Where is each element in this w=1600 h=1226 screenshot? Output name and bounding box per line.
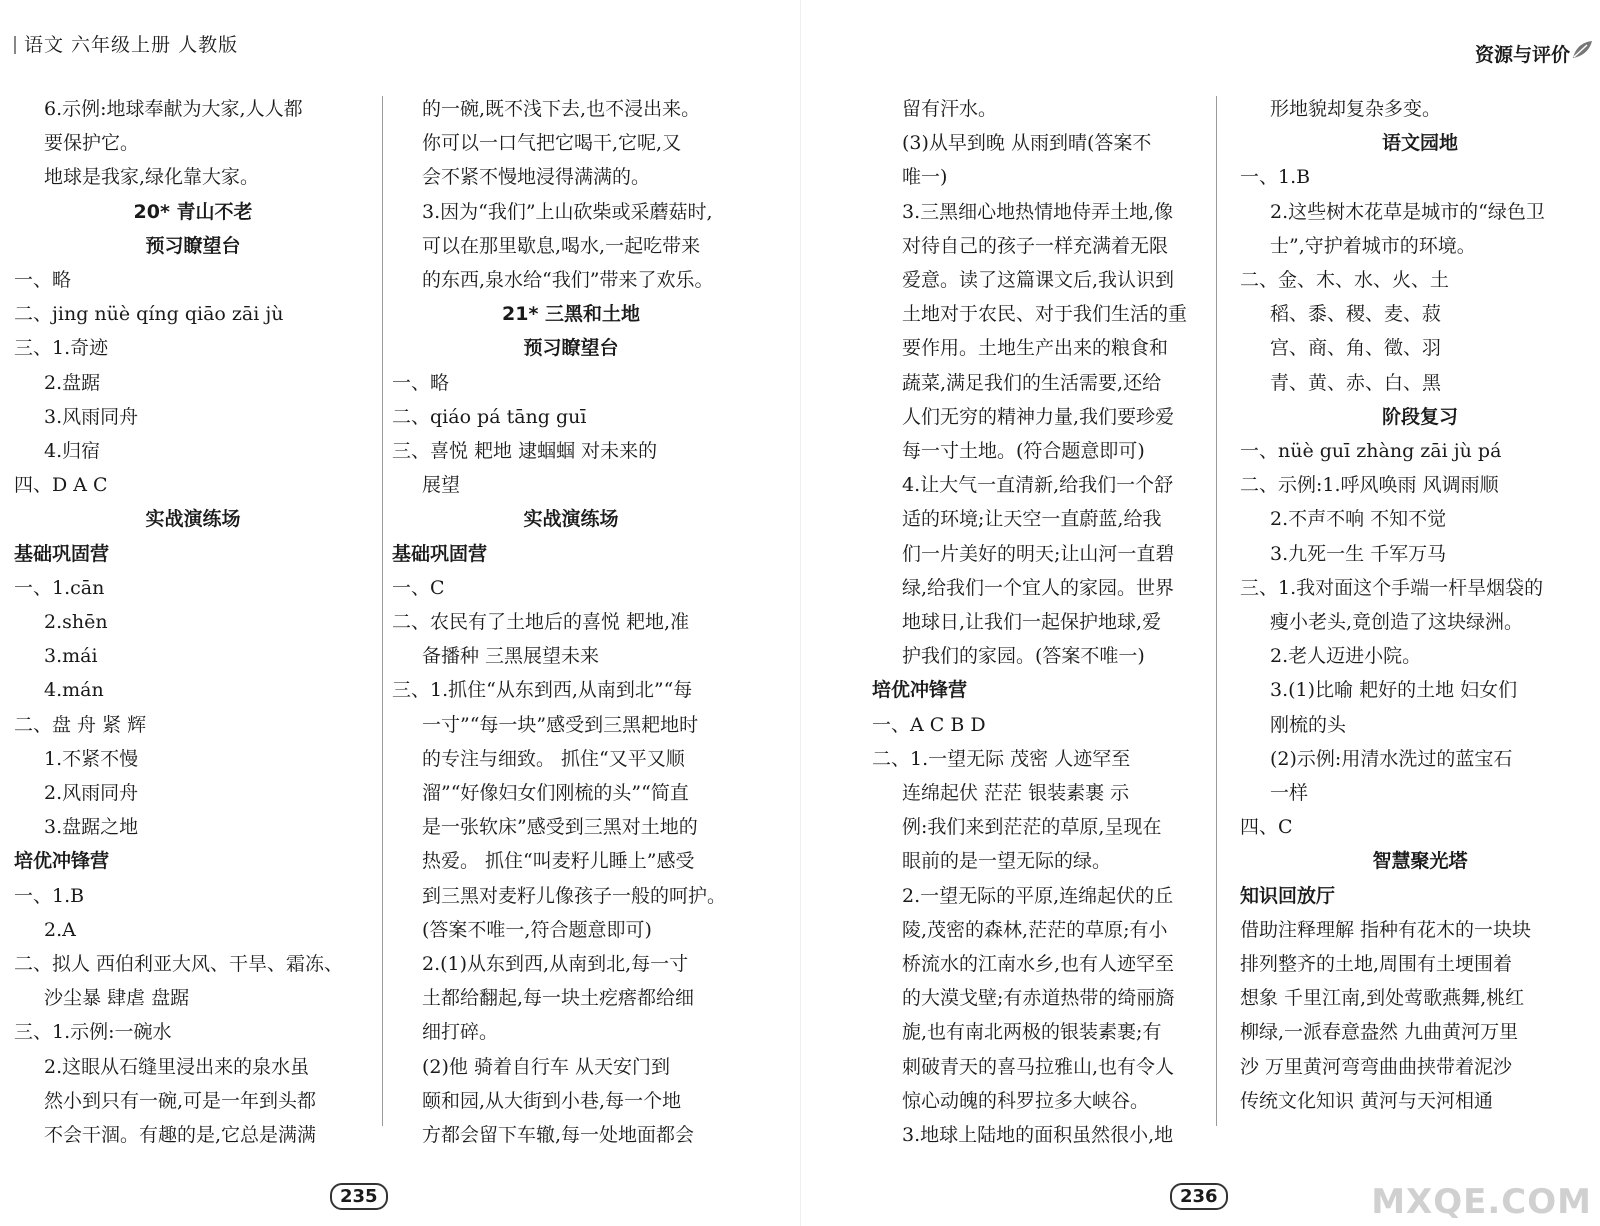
text-line: 青、黄、赤、白、黑 [1270, 371, 1442, 394]
leaf-logo-icon [1570, 38, 1594, 62]
text-line: 适的环境;让天空一直蔚蓝,给我 [902, 508, 1162, 531]
text-line: 二、拟人 西伯利亚大风、干旱、霜冻、 [14, 953, 344, 976]
text-line: 细打碎。 [422, 1021, 499, 1044]
column-4 [1240, 92, 1600, 1118]
text-line: 三、1.奇迹 [14, 337, 109, 360]
text-line: 三、喜悦 耙地 逮蝈蝈 对未来的 [392, 440, 658, 463]
text-line: 旎,也有南北两极的银装素裹;有 [902, 1021, 1162, 1044]
text-line: 1.不紧不慢 [44, 747, 139, 770]
text-line: 一、nüè guī zhàng zāi jù pá [1240, 440, 1502, 463]
text-line: 连绵起伏 茫茫 银装素裹 示 [902, 782, 1130, 805]
text-line: 一、C [392, 576, 445, 599]
text-line: 到三黑对麦籽儿像孩子一般的呵护。 [422, 884, 727, 907]
text-line: 四、D A C [14, 474, 108, 497]
text-line: 3.mái [44, 645, 98, 668]
text-line: 传统文化知识 黄河与天河相通 [1240, 1089, 1494, 1112]
text-line: 4.mán [44, 679, 104, 702]
text-line: 留有汗水。 [902, 98, 998, 120]
text-line: 2.这眼从石缝里浸出来的泉水虽 [44, 1055, 310, 1078]
text-line: 会不紧不慢地浸得满满的。 [422, 166, 651, 189]
text-line: 展望 [422, 474, 461, 497]
text-line: 护我们的家园。(答案不唯一) [902, 645, 1145, 668]
text-line: 蔬菜,满足我们的生活需要,还给 [902, 371, 1162, 394]
text-line: 土都给翻起,每一块土疙瘩都给细 [422, 987, 695, 1010]
text-line: 一样 [1270, 782, 1309, 805]
text-line: 6.示例:地球奉献为大家,人人都 [44, 98, 303, 120]
section-heading: 预习瞭望台 [145, 234, 241, 257]
text-line: 爱意。读了这篇课文后,我认识到 [902, 269, 1175, 292]
lesson-title: 20* 青山不老 [133, 200, 253, 223]
text-line: 3.九死一生 千军万马 [1270, 542, 1447, 565]
text-line: 二、农民有了土地后的喜悦 耙地,准 [392, 611, 690, 634]
text-line: 排列整齐的土地,周围有土埂围着 [1240, 953, 1513, 976]
text-line: 沙 万里黄河弯弯曲曲挟带着泥沙 [1240, 1055, 1513, 1078]
text-line: 桥流水的江南水乡,也有人迹罕至 [902, 953, 1175, 976]
text-line: 2.不声不响 不知不觉 [1270, 508, 1447, 531]
text-line: 绿,给我们一个宜人的家园。世界 [902, 576, 1175, 599]
section-heading: 阶段复习 [1381, 405, 1458, 428]
text-line: 4.归宿 [44, 440, 101, 463]
text-line: 陵,茂密的森林,茫茫的草原;有小 [902, 918, 1168, 941]
lesson-title: 21* 三黑和土地 [502, 303, 640, 326]
text-line: 2.shēn [44, 611, 108, 634]
text-line: 二、盘 舟 紧 辉 [14, 713, 147, 736]
text-line: 形地貌却复杂多变。 [1270, 98, 1442, 120]
text-line: 3.风雨同舟 [44, 405, 139, 428]
column-3 [872, 92, 1212, 1152]
column-divider [382, 96, 383, 1126]
text-line: 2.一望无际的平原,连绵起伏的丘 [902, 884, 1174, 907]
text-line: 的一碗,既不浅下去,也不浸出来。 [422, 98, 701, 120]
text-line: 人们无穷的精神力量,我们要珍爱 [902, 405, 1175, 428]
text-line: 然小到只有一碗,可是一年到头都 [44, 1089, 317, 1112]
section-heading: 预习瞭望台 [523, 337, 619, 360]
subsection-heading: 基础巩固营 [392, 542, 488, 565]
text-line: 刚梳的头 [1270, 713, 1347, 736]
header-book-info [14, 30, 238, 57]
text-line: 备播种 三黑展望未来 [422, 645, 600, 668]
text-line: (答案不唯一,符合题意即可) [422, 918, 652, 941]
text-line: 二、金、木、水、火、土 [1240, 269, 1450, 292]
text-line: 2.A [44, 918, 76, 941]
text-line: (2)示例:用清水洗过的蓝宝石 [1270, 747, 1513, 770]
text-line: 二、示例:1.呼风唤雨 风调雨顺 [1240, 474, 1499, 497]
text-line: 颐和园,从大街到小巷,每一个地 [422, 1089, 682, 1112]
text-line: 士”,守护着城市的环境。 [1270, 234, 1476, 257]
text-line: 对待自己的孩子一样充满着无限 [902, 234, 1169, 257]
subsection-heading: 培优冲锋营 [14, 850, 110, 873]
text-line: 想象 千里江南,到处莺歌燕舞,桃红 [1240, 987, 1525, 1010]
text-line: 你可以一口气把它喝干,它呢,又 [422, 132, 682, 155]
text-line: 要作用。土地生产出来的粮食和 [902, 337, 1169, 360]
text-line: 是一张软床”感受到三黑对土地的 [422, 816, 698, 839]
text-line: 借助注释理解 指种有花木的一块块 [1240, 918, 1532, 941]
text-line: 一、1.cān [14, 576, 105, 599]
section-heading: 智慧聚光塔 [1372, 850, 1468, 873]
text-line: 二、1.一望无际 茂密 人迹罕至 [872, 747, 1131, 770]
text-line: 一寸”“每一块”感受到三黑耙地时 [422, 713, 699, 736]
text-line: 热爱。 抓住“叫麦籽儿睡上”感受 [422, 850, 695, 873]
page-number-right: 236 [1170, 1183, 1228, 1210]
watermark: MXQE.COM [1371, 1182, 1592, 1222]
text-line: 四、C [1240, 816, 1293, 839]
text-line: 4.让大气一直清新,给我们一个舒 [902, 474, 1174, 497]
text-line: 的专注与细致。 抓住“又平又顺 [422, 747, 685, 770]
text-line: 的大漠戈壁;有赤道热带的绮丽旖 [902, 987, 1175, 1010]
text-line: 三、1.示例:一碗水 [14, 1021, 172, 1044]
text-line: 3.地球上陆地的面积虽然很小,地 [902, 1124, 1174, 1147]
text-line: 3.因为“我们”上山砍柴或采蘑菇时, [422, 200, 713, 223]
text-line: 一、1.B [1240, 166, 1311, 189]
text-line: 眼前的是一望无际的绿。 [902, 850, 1112, 873]
column-2 [392, 92, 750, 1152]
text-line: 一、A C B D [872, 713, 986, 736]
text-line: 二、qiáo pá tāng guī [392, 405, 587, 428]
subsection-heading: 知识回放厅 [1240, 884, 1336, 907]
text-line: (3)从早到晚 从雨到晴(答案不 [902, 132, 1152, 155]
subsection-heading: 培优冲锋营 [872, 679, 968, 702]
text-line: 稻、黍、稷、麦、菽 [1270, 303, 1442, 326]
section-heading: 实战演练场 [145, 508, 241, 531]
text-line: (2)他 骑着自行车 从天安门到 [422, 1055, 670, 1078]
text-line: 瘦小老头,竟创造了这块绿洲。 [1270, 611, 1524, 634]
text-line: 可以在那里歇息,喝水,一起吃带来 [422, 234, 701, 257]
column-1 [14, 92, 372, 1152]
section-heading: 实战演练场 [523, 508, 619, 531]
text-line: 溜”“好像妇女们刚梳的头”“简直 [422, 782, 689, 805]
section-heading: 语文园地 [1381, 132, 1458, 155]
text-line: 土地对于农民、对于我们生活的重 [902, 303, 1188, 326]
text-line: 地球日,让我们一起保护地球,爱 [902, 611, 1162, 634]
text-line: 每一寸土地。(符合题意即可) [902, 440, 1145, 463]
text-line: 2.风雨同舟 [44, 782, 139, 805]
text-line: 三、1.我对面这个手端一杆旱烟袋的 [1240, 576, 1544, 599]
text-line: 唯一) [902, 166, 948, 189]
text-line: 例:我们来到茫茫的草原,呈现在 [902, 816, 1162, 839]
column-divider [1216, 96, 1217, 1126]
text-line: 方都会留下车辙,每一处地面都会 [422, 1124, 695, 1147]
subsection-heading: 基础巩固营 [14, 542, 110, 565]
text-line: 柳绿,一派春意盎然 九曲黄河万里 [1240, 1021, 1519, 1044]
text-line: 不会干涸。有趣的是,它总是满满 [44, 1124, 317, 1147]
text-line: 惊心动魄的科罗拉多大峡谷。 [902, 1089, 1150, 1112]
text-line: 2.(1)从东到西,从南到北,每一寸 [422, 953, 689, 976]
text-line: 的东西,泉水给“我们”带来了欢乐。 [422, 269, 714, 292]
text-line: 地球是我家,绿化靠大家。 [44, 166, 260, 189]
text-line: 2.老人迈进小院。 [1270, 645, 1422, 668]
header-series-title: 资源与评价 [1474, 44, 1570, 66]
text-line: 3.三黑细心地热情地侍弄土地,像 [902, 200, 1174, 223]
text-line: 一、1.B [14, 884, 85, 907]
page-gutter [800, 0, 801, 1226]
text-line: 沙尘暴 肆虐 盘踞 [44, 987, 190, 1010]
text-line: 要保护它。 [44, 132, 140, 155]
text-line: 3.盘踞之地 [44, 816, 139, 839]
text-line: 一、略 [392, 371, 450, 394]
text-line: 2.这些树木花草是城市的“绿色卫 [1270, 200, 1545, 223]
page-number-left: 235 [330, 1183, 388, 1210]
text-line: 3.(1)比喻 耙好的土地 妇女们 [1270, 679, 1518, 702]
text-line: 宫、商、角、徵、羽 [1270, 337, 1442, 360]
text-line: 2.盘踞 [44, 371, 101, 394]
text-line: 刺破青天的喜马拉雅山,也有令人 [902, 1055, 1175, 1078]
text-line: 们一片美好的明天;让山河一直碧 [902, 542, 1175, 565]
text-line: 二、jing nüè qíng qiāo zāi jù [14, 303, 284, 326]
header-book-text: 语文 六年级上册 人教版 [24, 34, 239, 56]
text-line: 一、略 [14, 269, 72, 292]
text-line: 三、1.抓住“从东到西,从南到北”“每 [392, 679, 693, 702]
